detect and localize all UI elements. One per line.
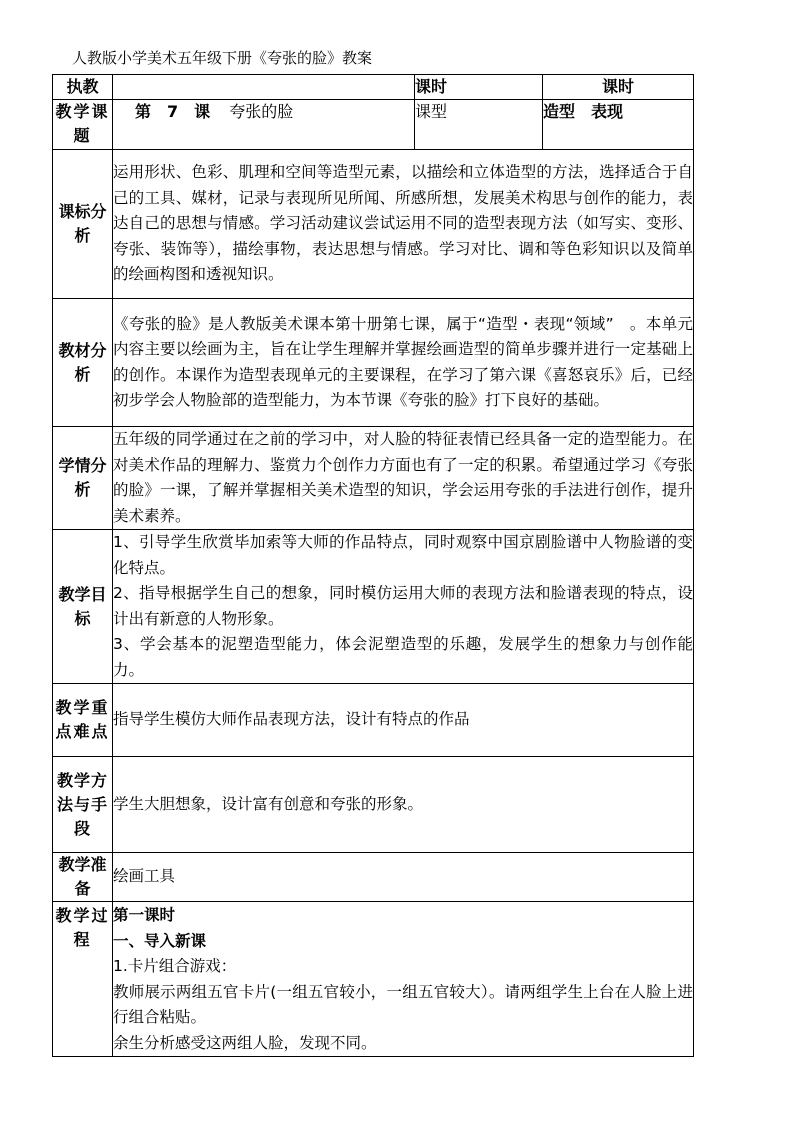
methods-label: 教学方法与手段 (53, 757, 113, 853)
preparation-label: 教学准备 (53, 853, 113, 902)
textbook-label: 教材分析 (53, 299, 113, 427)
goal-item: 2、指导根据学生自己的想象，同时模仿运用大师的表现方法和脸谱表现的特点，设计出有新意的人物形象。 (113, 584, 693, 628)
goals-list (113, 530, 694, 684)
goal-item: 3、学会基本的泥塑造型能力，体会泥塑造型的乐趣，发展学生的想象力与创作能力。 (113, 635, 693, 679)
process-content (113, 902, 694, 1057)
part-heading: 一、导入新课 (113, 931, 207, 950)
period-value: 课时 (543, 75, 694, 100)
topic-row (53, 100, 694, 150)
curriculum-row (53, 150, 694, 299)
period-heading: 第一课时 (113, 906, 176, 924)
goals-label: 教学目标 (53, 530, 113, 684)
preparation-text: 绘画工具 (113, 853, 694, 902)
process-label: 教学过程 (53, 902, 113, 1057)
type-label: 课型 (415, 100, 543, 150)
key-points-row (53, 684, 694, 757)
topic-label: 教学课题 (53, 100, 113, 150)
preparation-row (53, 853, 694, 902)
methods-text: 学生大胆想象，设计富有创意和夸张的形象。 (113, 757, 694, 853)
goal-item: 1、引导学生欣赏毕加索等大师的作品特点，同时观察中国京剧脸谱中人物脸谱的变化特点。 (113, 533, 693, 577)
key-points-label: 教学重点难点 (53, 684, 113, 757)
process-row (53, 902, 694, 1057)
lesson-number: 第 7 课 (135, 102, 211, 121)
curriculum-label: 课标分析 (53, 150, 113, 299)
textbook-text: 《夸张的脸》是人教版美术课本第十册第七课，属于“造型・表现“领域” 。本单元内容主要以绘画为主，旨在让学生理解并掌握绘画造型的简单步骤并进行一定基础上的创作。本课作为造型表现单元的主要课程，在学习了第六课《喜怒哀乐》后，已经初步学会人物脸部的造型能力，为本节课《夸张的脸》打下良好的基础。 (113, 299, 694, 427)
header-row (53, 75, 694, 100)
lesson-name: 夸张的脸 (229, 102, 294, 121)
students-text: 五年级的同学通过在之前的学习中，对人脸的特征表情已经具备一定的造型能力。在对美术作品的理解力、鉴赏力个创作力方面也有了一定的积累。希望通过学习《夸张的脸》一课，了解并掌握相关美术造型的知识，学会运用夸张的手法进行创作，提升美术素养。 (113, 427, 694, 530)
teacher-value (113, 75, 415, 100)
lesson-plan-table (52, 74, 694, 1057)
key-points-text: 指导学生模仿大师作品表现方法，设计有特点的作品 (113, 684, 694, 757)
teacher-label: 执教 (53, 75, 113, 100)
topic-value (113, 100, 415, 150)
step-title: 1.卡片组合游戏： (113, 957, 237, 975)
type-value: 造型 表现 (543, 100, 694, 150)
textbook-row (53, 299, 694, 427)
curriculum-text: 运用形状、色彩、肌理和空间等造型元素，以描绘和立体造型的方法，选择适合于自己的工具、媒材，记录与表现所见所闻、所感所想，发展美术构思与创作的能力，表达自己的思想与情感。学习活动建议尝试运用不同的造型表现方法（如写实、变形、夸张、装饰等），描绘事物，表达思想与情感。学习对比、调和等色彩知识以及简单的绘画构图和透视知识。 (113, 150, 694, 299)
document-title: 人教版小学美术五年级下册《夸张的脸》教案 (72, 49, 373, 67)
students-label: 学情分析 (53, 427, 113, 530)
process-paragraph: 余生分析感受这两组人脸，发现不同。 (113, 1033, 377, 1052)
process-paragraph: 教师展示两组五官卡片(一组五官较小，一组五官较大）。请两组学生上台在人脸上进行组合粘贴。 (113, 982, 693, 1026)
methods-row (53, 757, 694, 853)
students-row (53, 427, 694, 530)
period-label: 课时 (415, 75, 543, 100)
goals-row (53, 530, 694, 684)
